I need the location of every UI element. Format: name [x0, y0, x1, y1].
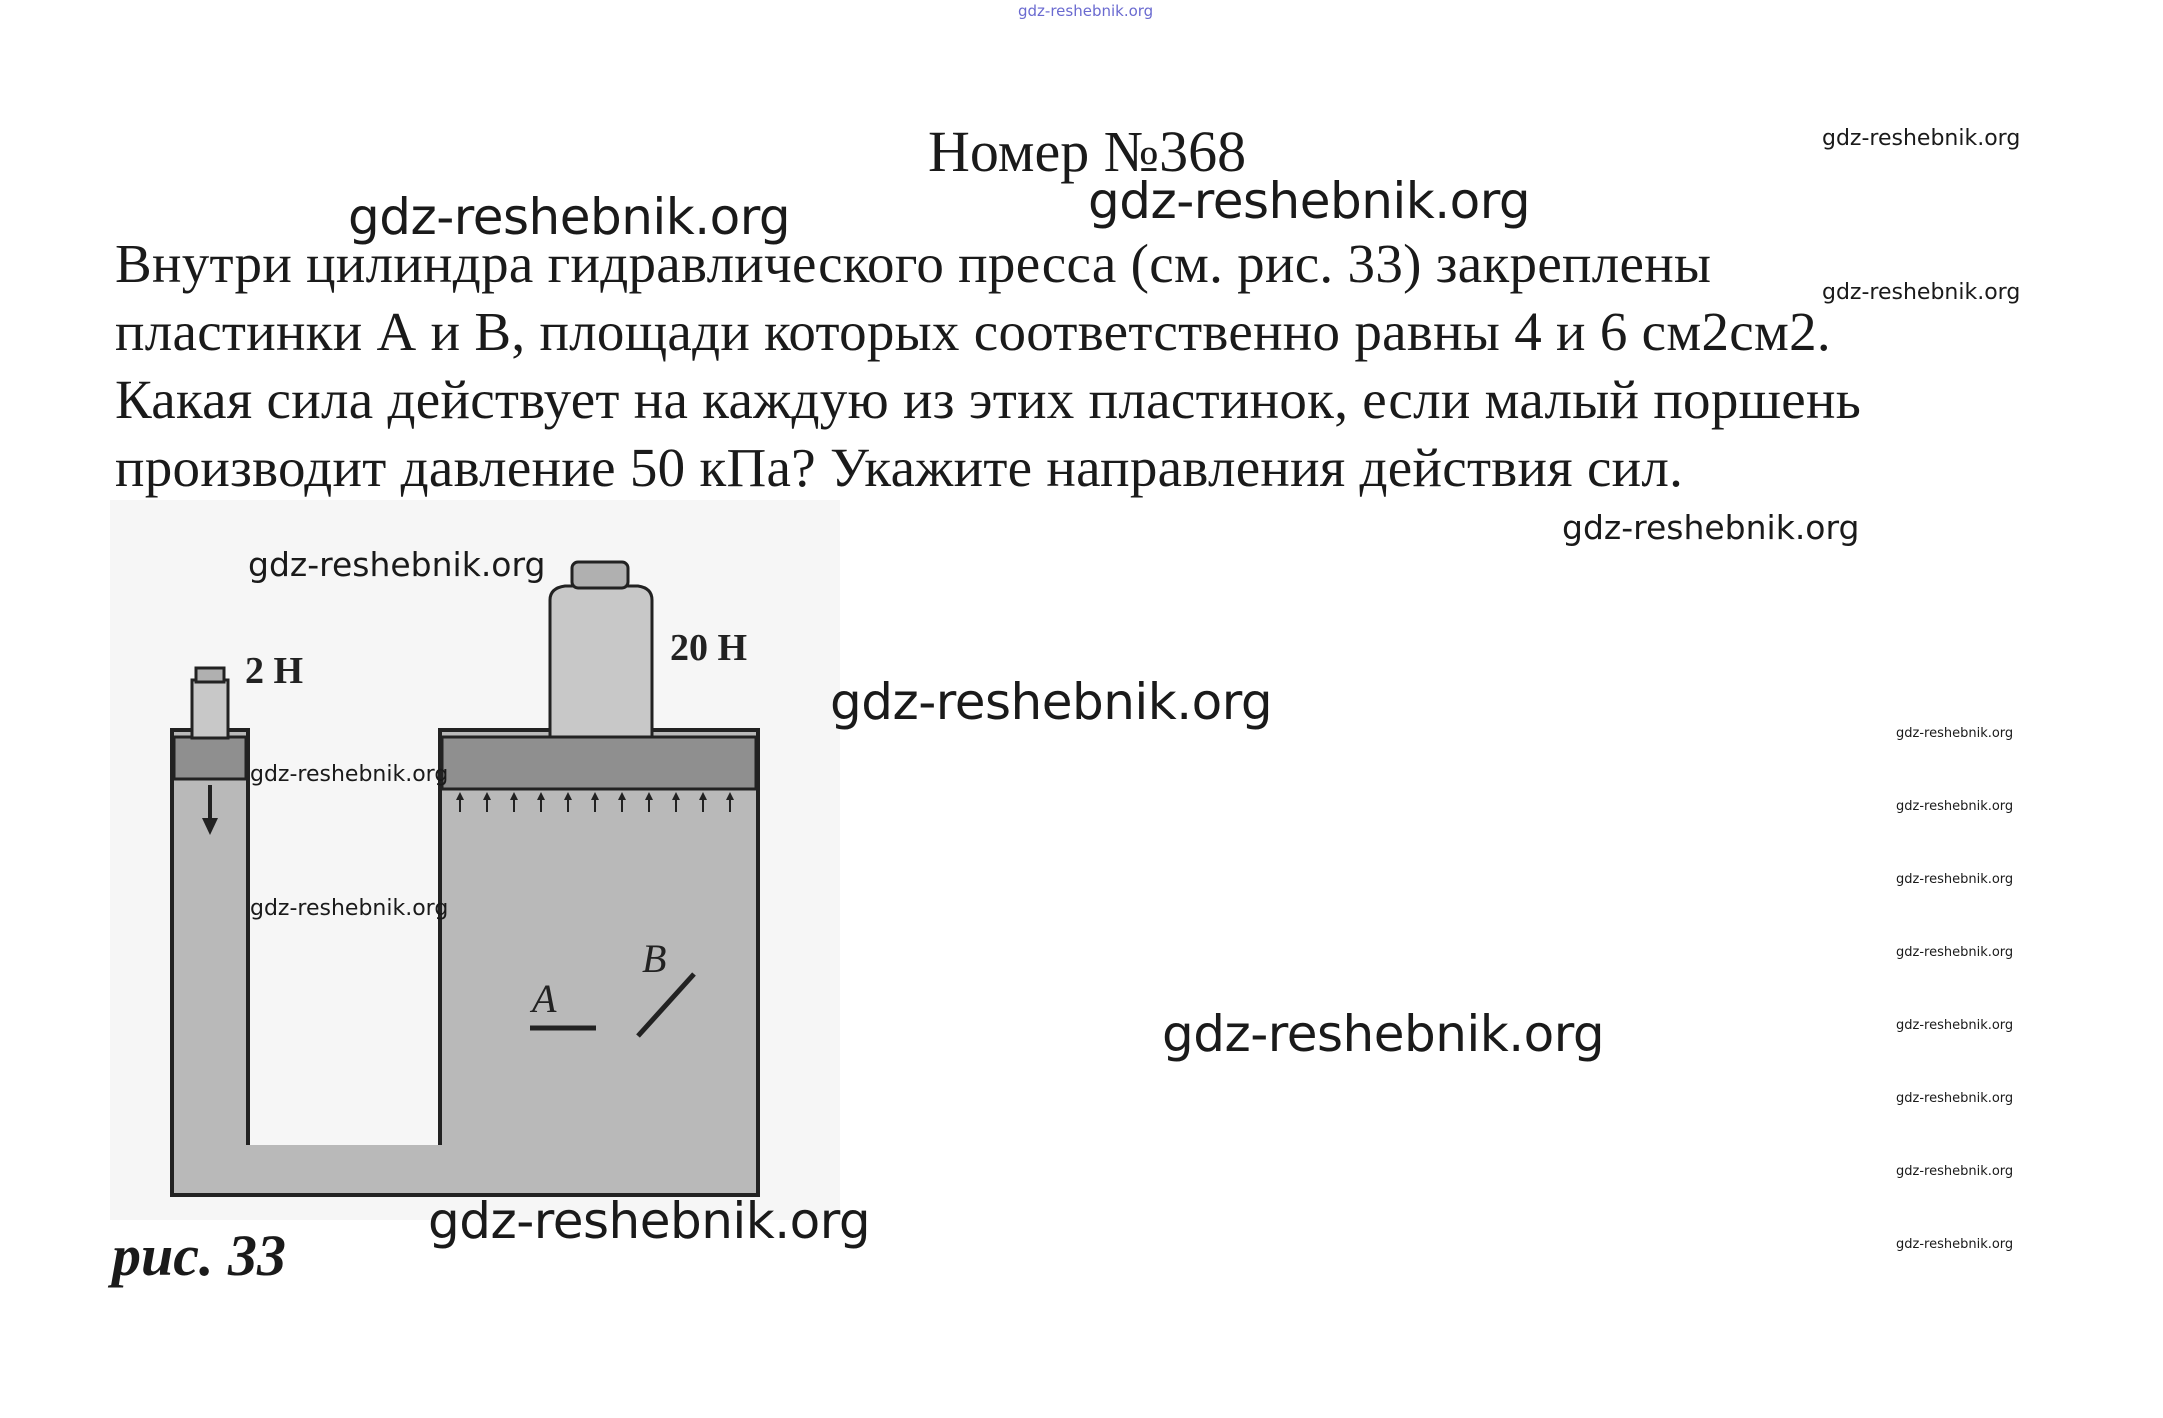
watermark: gdz-reshebnik.org [1896, 1237, 2014, 1252]
small-force-label: 2 Н [245, 650, 304, 692]
watermark: gdz-reshebnik.org [1896, 726, 2014, 741]
large-piston [442, 737, 756, 789]
watermark: gdz-reshebnik.org [830, 673, 1273, 731]
figure-caption: рис. 33 [112, 1223, 286, 1288]
watermark: gdz-reshebnik.org [1896, 945, 2014, 960]
watermark: gdz-reshebnik.org [250, 896, 449, 921]
small-weight-knob [196, 668, 224, 682]
watermark-top: gdz-reshebnik.org [1018, 2, 1154, 20]
large-weight-knob [572, 562, 628, 588]
watermark: gdz-reshebnik.org [1896, 1164, 2014, 1179]
watermark: gdz-reshebnik.org [248, 545, 546, 584]
pipe-fill [174, 1145, 756, 1193]
plate-b-label: B [642, 936, 667, 981]
problem-line: производит давление 50 кПа? Укажите направления действия сил. [115, 437, 1684, 498]
problem-text [115, 230, 2045, 502]
watermark: gdz-reshebnik.org [1822, 280, 2021, 305]
watermark: gdz-reshebnik.org [1162, 1005, 1605, 1063]
page-title: Номер №368 [928, 119, 1247, 184]
problem-line: Какая сила действует на каждую из этих пластинок, если малый поршень [115, 369, 1862, 430]
problem-line: пластинки А и В, площади которых соответственно равны 4 и 6 см2см2. [115, 301, 1831, 362]
watermark: gdz-reshebnik.org [1896, 1091, 2014, 1106]
watermark: gdz-reshebnik.org [250, 762, 449, 787]
plate-a-label: A [532, 976, 557, 1021]
small-piston [174, 737, 246, 779]
hydraulic-press-figure [110, 500, 840, 1220]
watermark: gdz-reshebnik.org [1896, 1018, 2014, 1033]
watermark: gdz-reshebnik.org [1896, 872, 2014, 887]
watermark: gdz-reshebnik.org [1088, 172, 1531, 230]
watermark: gdz-reshebnik.org [348, 188, 791, 246]
watermark: gdz-reshebnik.org [428, 1192, 871, 1250]
large-weight [550, 586, 652, 737]
watermark: gdz-reshebnik.org [1562, 508, 1860, 547]
watermark: gdz-reshebnik.org [1822, 126, 2021, 151]
small-weight [192, 680, 228, 738]
problem-line: Внутри цилиндра гидравлического пресса (см. рис. 33) закреплены [115, 233, 1712, 294]
watermark: gdz-reshebnik.org [1896, 799, 2014, 814]
large-force-label: 20 Н [670, 627, 748, 669]
